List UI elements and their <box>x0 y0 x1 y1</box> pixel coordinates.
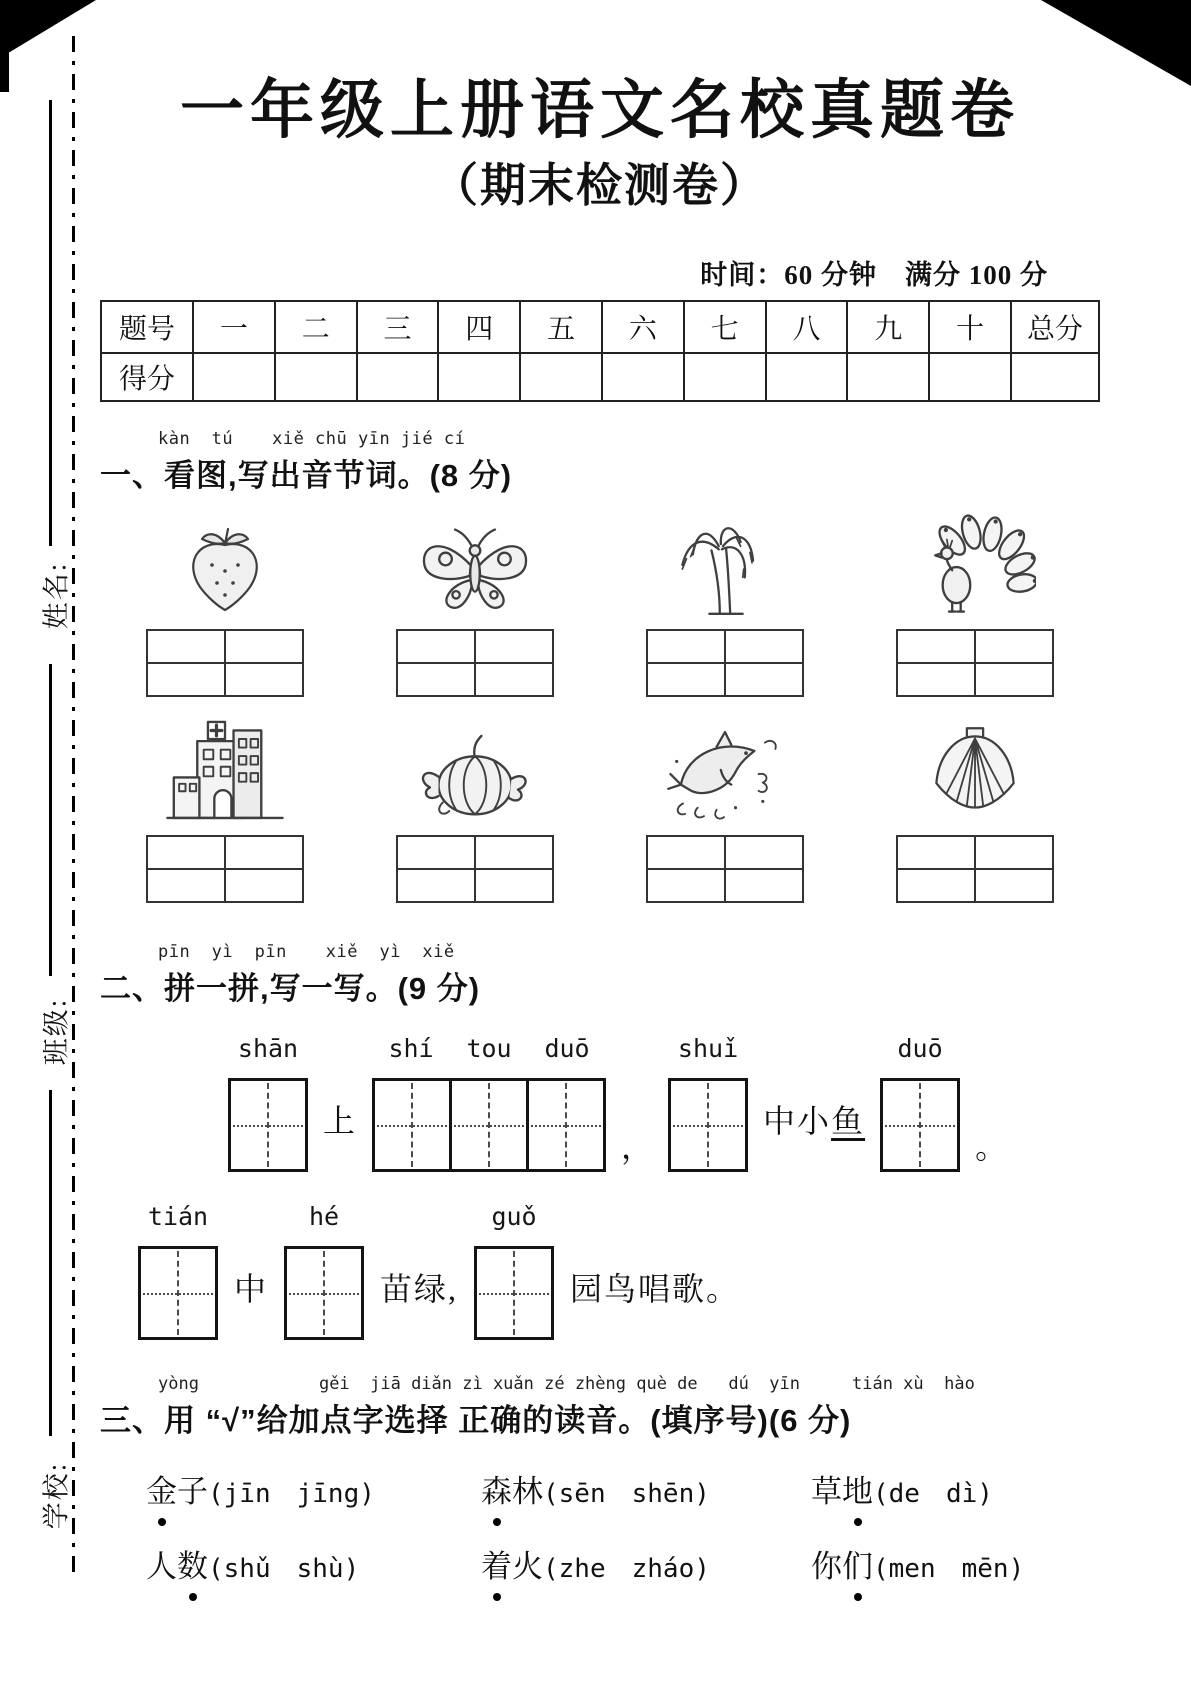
page-title: 一年级上册语文名校真题卷 <box>180 75 1020 146</box>
section2-line1 <box>228 1034 1100 1172</box>
pinyin-label: shuǐ <box>677 1034 739 1064</box>
section1-answers-row1 <box>100 629 1100 697</box>
answer-cell[interactable] <box>397 630 475 663</box>
answer-cell[interactable] <box>475 630 553 663</box>
answer-cell[interactable] <box>647 630 725 663</box>
answer-cell[interactable] <box>225 836 303 869</box>
hospital-image <box>161 717 289 825</box>
name-fill-line <box>49 100 52 546</box>
section2-heading: 二、拼一拼,写一写。(9 分) <box>100 971 481 1007</box>
school-fill-line <box>49 1090 52 1436</box>
time-info: 时间：60 分钟 满分 100 分 <box>700 260 1048 291</box>
word-choice-item[interactable]: 草地(de dì) <box>811 1466 1100 1511</box>
pinyin-label: tou <box>466 1034 512 1064</box>
section2-pinyin: pīn yì pīn xiě yì xiě <box>158 942 455 963</box>
pinyin-label: duō <box>897 1034 943 1064</box>
score-row-label: 得分 <box>101 353 193 401</box>
scan-corner-top-left <box>0 0 96 58</box>
answer-cell[interactable] <box>225 630 303 663</box>
name-label: 姓名: <box>41 561 72 630</box>
writing-box[interactable] <box>228 1078 308 1172</box>
answer-grid[interactable] <box>896 629 1054 697</box>
section1-images-row1 <box>100 507 1100 619</box>
writing-box[interactable] <box>138 1246 218 1340</box>
strawberry-image <box>166 519 284 619</box>
word-choice-item[interactable]: 森林(sēn shēn) <box>481 1466 811 1511</box>
peacock-image <box>914 513 1036 619</box>
section2-line2 <box>138 1202 1100 1340</box>
answer-grid[interactable] <box>646 835 804 903</box>
score-table-header-row <box>101 301 1099 353</box>
score-entry-cell[interactable] <box>520 353 602 401</box>
word-choice-item[interactable]: 金子(jīn jīng) <box>146 1466 481 1511</box>
answer-grid[interactable] <box>396 629 554 697</box>
answer-cell[interactable] <box>147 869 225 902</box>
writing-box[interactable] <box>284 1246 364 1340</box>
answer-cell[interactable] <box>725 836 803 869</box>
score-table <box>100 300 1100 402</box>
answer-cell[interactable] <box>897 869 975 902</box>
answer-cell[interactable] <box>397 869 475 902</box>
class-label: 班级: <box>41 997 72 1066</box>
score-entry-cell[interactable] <box>766 353 848 401</box>
answer-cell[interactable] <box>147 630 225 663</box>
section1-pinyin: kàn tú xiě chū yīn jié cí <box>158 429 466 450</box>
answer-grid[interactable] <box>396 835 554 903</box>
line2-text-zhong: 中 <box>234 1271 269 1308</box>
score-entry-cell[interactable] <box>438 353 520 401</box>
writing-box[interactable] <box>372 1078 452 1172</box>
line1-text-shang: 上 <box>323 1103 358 1140</box>
word-choice-item[interactable]: 着火(zhe zháo) <box>481 1541 811 1586</box>
answer-cell[interactable] <box>725 663 803 696</box>
answer-cell[interactable] <box>475 663 553 696</box>
score-header-cell: 十 <box>929 301 1011 353</box>
section3-row1 <box>146 1466 1100 1511</box>
pinyin-label: tián <box>147 1202 209 1232</box>
willow-tree-image <box>667 515 783 619</box>
score-entry-cell[interactable] <box>684 353 766 401</box>
answer-grid[interactable] <box>146 629 304 697</box>
answer-cell[interactable] <box>147 663 225 696</box>
butterfly-image <box>411 519 539 619</box>
score-header-cell: 二 <box>275 301 357 353</box>
answer-cell[interactable] <box>647 869 725 902</box>
page-subtitle: （期末检测卷） <box>432 160 768 212</box>
answer-cell[interactable] <box>897 836 975 869</box>
score-header-cell: 六 <box>602 301 684 353</box>
writing-box[interactable] <box>526 1078 606 1172</box>
section3-row2 <box>146 1541 1100 1586</box>
score-header-cell: 一 <box>193 301 275 353</box>
score-header-cell: 九 <box>847 301 929 353</box>
answer-cell[interactable] <box>397 836 475 869</box>
answer-cell[interactable] <box>975 663 1053 696</box>
score-header-cell: 四 <box>438 301 520 353</box>
score-entry-cell[interactable] <box>847 353 929 401</box>
line2-text-miaolv: 苗绿, <box>380 1271 459 1308</box>
score-header-cell: 题号 <box>101 301 193 353</box>
word-choice-item[interactable]: 人数(shǔ shù) <box>146 1541 481 1586</box>
writing-box[interactable] <box>449 1078 529 1172</box>
answer-cell[interactable] <box>897 663 975 696</box>
answer-cell[interactable] <box>225 663 303 696</box>
score-entry-cell[interactable] <box>357 353 439 401</box>
section1-images-row2 <box>100 713 1100 825</box>
comma: ， <box>621 1129 654 1166</box>
answer-cell[interactable] <box>475 836 553 869</box>
pinyin-label: hé <box>308 1202 340 1232</box>
school-label: 学校: <box>41 1461 72 1530</box>
period: 。 <box>975 1129 1008 1166</box>
section1-answers-row2 <box>100 835 1100 903</box>
score-entry-cell[interactable] <box>193 353 275 401</box>
pinyin-label: shān <box>237 1034 299 1064</box>
answer-cell[interactable] <box>647 836 725 869</box>
writing-box[interactable] <box>880 1078 960 1172</box>
line1-text-fish: 中小鱼 <box>763 1103 866 1140</box>
fold-dashdot-line <box>72 36 75 1576</box>
section3-pinyin: yòng gěi jiā diǎn zì xuǎn zé zhèng què de dú yīn tián xù hào <box>158 1374 975 1395</box>
answer-cell[interactable] <box>725 630 803 663</box>
score-entry-cell[interactable] <box>275 353 357 401</box>
seashell-image <box>914 721 1036 825</box>
score-entry-cell[interactable] <box>1011 353 1099 401</box>
score-header-cell: 三 <box>357 301 439 353</box>
answer-cell[interactable] <box>975 630 1053 663</box>
pinyin-label: shí <box>388 1034 434 1064</box>
pumpkin-image <box>410 723 540 825</box>
answer-cell[interactable] <box>225 869 303 902</box>
writing-box[interactable] <box>474 1246 554 1340</box>
scan-edge-mark <box>0 22 9 92</box>
answer-cell[interactable] <box>475 869 553 902</box>
score-header-cell: 七 <box>684 301 766 353</box>
score-header-cell: 总分 <box>1011 301 1099 353</box>
answer-cell[interactable] <box>397 663 475 696</box>
pinyin-label: guǒ <box>491 1202 537 1232</box>
pinyin-label: duō <box>544 1034 590 1064</box>
section3-heading: 三、用 “√”给加点字选择 正确的读音。(填序号)(6 分) <box>100 1403 852 1439</box>
answer-grid[interactable] <box>146 835 304 903</box>
line2-text-yuanniao: 园鸟唱歌。 <box>570 1271 741 1308</box>
class-fill-line <box>49 664 52 976</box>
answer-cell[interactable] <box>647 663 725 696</box>
exam-paper <box>100 0 1100 1586</box>
score-entry-cell[interactable] <box>602 353 684 401</box>
answer-grid[interactable] <box>646 629 804 697</box>
section1-heading: 一、看图,写出音节词。(8 分) <box>100 458 513 494</box>
score-header-cell: 五 <box>520 301 602 353</box>
score-entry-cell[interactable] <box>929 353 1011 401</box>
answer-cell[interactable] <box>897 630 975 663</box>
answer-cell[interactable] <box>975 869 1053 902</box>
word-choice-item[interactable]: 你们(men mēn) <box>811 1541 1100 1586</box>
answer-cell[interactable] <box>725 869 803 902</box>
score-table-score-row <box>101 353 1099 401</box>
answer-cell[interactable] <box>975 836 1053 869</box>
writing-box[interactable] <box>668 1078 748 1172</box>
answer-cell[interactable] <box>147 836 225 869</box>
answer-grid[interactable] <box>896 835 1054 903</box>
score-header-cell: 八 <box>766 301 848 353</box>
dolphin-image <box>662 719 788 825</box>
